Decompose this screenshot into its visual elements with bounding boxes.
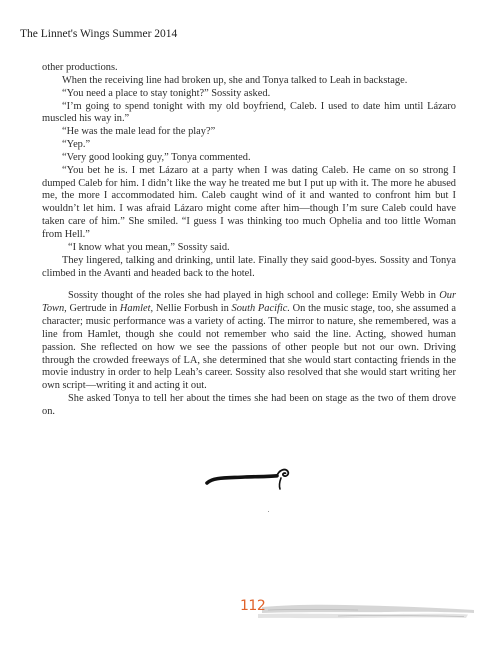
paragraph: “Yep.” xyxy=(62,139,91,151)
text-run: Nellie Forbush in xyxy=(153,303,232,315)
page-number: 112 xyxy=(240,598,266,614)
paragraph xyxy=(42,393,456,419)
paragraph: “I know what you mean,” Sossity said. xyxy=(68,241,230,253)
paragraph xyxy=(42,290,456,393)
running-header: The Linnet's Wings Summer 2014 xyxy=(20,28,178,40)
paragraph: other productions. xyxy=(42,62,118,73)
italic-title: South Pacific. xyxy=(231,303,290,315)
paragraph: When the receiving line had broken up, she and Tonya talked to Leah in backstage. xyxy=(62,74,408,86)
italic-title: Hamlet, xyxy=(119,303,154,315)
paragraph: “I’m going to spend tonight with my old boyfriend, Caleb. I used to date him until Lázaro muscled his way in.” xyxy=(42,100,456,125)
text-run: Gertrude in xyxy=(66,303,120,315)
text-run: On the music stage, too, she assumed a character; music performance was a variety of acting. The mirror to nature, she remembered, was a line from Hamlet, though she could not remember who said the line. Acting, showed human passion. She reflected on how we see the passions of other people but not our own. Driving through the crowded freeways of LA, she determined that she would start contacting friends in the movie industry in order to help Leah’s career. Sossity also resolved that she would start writing her own script—writing it and acting it out. xyxy=(42,303,456,392)
paragraph: “You bet he is. I met Lázaro at a party when I was dating Caleb. He came on so strong I dumped Caleb for him. I didn’t like the way he treated me but I put up with it. The more he abused me, the more I accommodated him. Caleb caught wind of it and wanted to confront him but I wouldn’t let him. I was afraid Lázaro might come after him—though I’m sure Caleb could have taken care of him.” She smiled. “I guess I was thinking too much Ophelia and too little Woman from Hell.” xyxy=(42,164,456,240)
paragraph: They lingered, talking and drinking, until late. Finally they said good-byes. Sossity and Tonya climbed in the Avanti and headed back to the hotel. xyxy=(42,254,456,279)
text-run: She asked Tonya to tell her about the times she had been on stage as the two of them drove on. xyxy=(42,393,456,417)
speck xyxy=(268,511,269,512)
story-text xyxy=(42,62,456,419)
italic-title: Our Town, xyxy=(42,290,456,315)
section-dialogue xyxy=(42,62,456,280)
text-run: Sossity thought of the roles she had played in high school and college: Emily Webb in xyxy=(68,290,440,302)
paragraph: “You need a place to stay tonight?” Sossity asked. xyxy=(62,87,271,99)
ornament-flourish-icon xyxy=(205,458,291,492)
section-reflection xyxy=(42,290,456,418)
section-gap xyxy=(42,280,456,290)
paragraph: “Very good looking guy,” Tonya commented. xyxy=(62,151,251,163)
paragraph: “He was the male lead for the play?” xyxy=(62,126,216,138)
footer-decoration xyxy=(238,598,474,626)
